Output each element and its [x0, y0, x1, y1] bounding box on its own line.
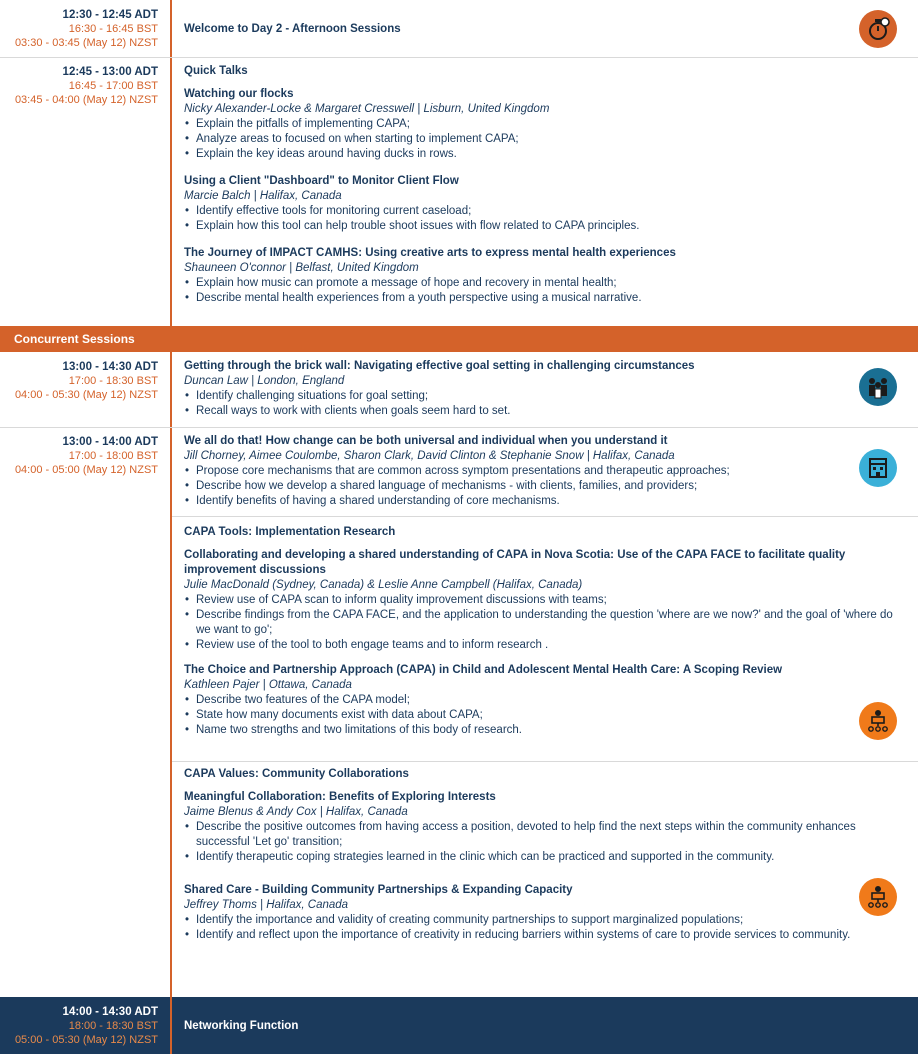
time-bst: 16:30 - 16:45 BST [68, 23, 158, 35]
objective-item: • Describe two features of the CAPA model; [196, 693, 904, 708]
time-nzst: 03:45 - 04:00 (May 12) NZST [14, 94, 158, 106]
objective-item: • Describe the positive outcomes from having access a position, devoted to help find the next steps within the community enhances successful 'Let go' transition; [196, 820, 904, 850]
talk-authors: Nicky Alexander-Locke & Margaret Cresswell | Lisburn, United Kingdom [184, 103, 550, 115]
time-nzst: 04:00 - 05:30 (May 12) NZST [14, 389, 158, 401]
stopwatch-icon [859, 10, 897, 48]
time-adt: 12:30 - 12:45 ADT [62, 9, 158, 21]
objective-item: • Identify benefits of having a shared understanding of core mechanisms. [196, 494, 904, 509]
talk-title: Meaningful Collaboration: Benefits of Exploring Interests [184, 791, 496, 803]
talk-authors: Duncan Law | London, England [184, 375, 345, 387]
session-row-brick-wall [0, 352, 918, 428]
timeline-divider [170, 997, 172, 1054]
objective-item: • Describe findings from the CAPA FACE, and the application to understanding the question 'where are we now?' and the goal of 'where do we want to go'; [196, 608, 904, 638]
session-time [0, 8, 158, 50]
objective-list [184, 276, 904, 306]
talk-title: We all do that! How change can be both universal and individual when you understand it [184, 435, 668, 447]
section-heading: CAPA Tools: Implementation Research [184, 526, 396, 538]
objective-item: • Describe how we develop a shared language of mechanisms - with clients, families, and providers; [196, 479, 904, 494]
time-nzst: 03:30 - 03:45 (May 12) NZST [14, 37, 158, 49]
objective-item: • Propose core mechanisms that are common across symptom presentations and therapeutic approaches; [196, 464, 904, 479]
objective-list [184, 913, 904, 943]
objective-item: • Explain how this tool can help trouble shoot issues with flow related to CAPA principles. [196, 219, 904, 234]
talk-authors: Julie MacDonald (Sydney, Canada) & Leslie Anne Campbell (Halifax, Canada) [184, 579, 583, 591]
talk-title: Watching our flocks [184, 88, 294, 100]
session-title: Welcome to Day 2 - Afternoon Sessions [184, 23, 401, 35]
time-bst: 16:45 - 17:00 BST [68, 80, 158, 92]
talk-authors: Jeffrey Thoms | Halifax, Canada [184, 899, 349, 911]
building-icon [859, 449, 897, 487]
objective-item: • State how many documents exist with data about CAPA; [196, 708, 904, 723]
objective-item: • Explain the key ideas around having ducks in rows. [196, 147, 904, 162]
talk-title: Collaborating and developing a shared understanding of CAPA in Nova Scotia: Use of the CAPA FACE to facilitate quality improvement discussions [184, 549, 846, 576]
time-bst: 17:00 - 18:00 BST [68, 450, 158, 462]
objective-item: • Analyze areas to focused on when starting to implement CAPA; [196, 132, 904, 147]
time-adt: 12:45 - 13:00 ADT [62, 66, 158, 78]
talk-title: The Journey of IMPACT CAMHS: Using creative arts to express mental health experiences [184, 247, 676, 259]
talk-authors: Marcie Balch | Halifax, Canada [184, 190, 342, 202]
session-row-welcome [0, 0, 918, 58]
talk-title: Getting through the brick wall: Navigating effective goal setting in challenging circumstances [184, 360, 695, 372]
network-icon [859, 878, 897, 916]
objective-list [184, 593, 904, 653]
objective-list [184, 389, 904, 419]
objective-item: • Describe mental health experiences from a youth perspective using a musical narrative. [196, 291, 904, 306]
objective-list [184, 820, 904, 865]
time-nzst: 04:00 - 05:00 (May 12) NZST [14, 464, 158, 476]
objective-item: • Identify the importance and validity of creating community partnerships to support marginalized populations; [196, 913, 904, 928]
talk-authors: Jill Chorney, Aimee Coulombe, Sharon Clark, David Clinton & Stephanie Snow | Halifax, Canada [184, 450, 675, 462]
objective-item: • Identify effective tools for monitoring current caseload; [196, 204, 904, 219]
session-time [0, 435, 158, 477]
group-people-icon [859, 368, 897, 406]
network-icon [859, 702, 897, 740]
objective-item: • Review use of the tool to both engage teams and to inform research . [196, 638, 904, 653]
time-adt: 14:00 - 14:30 ADT [62, 1006, 158, 1018]
sub-divider [172, 761, 918, 762]
objective-item: • Identify and reflect upon the importance of creativity in reducing barriers within systems of care to provide services to community. [196, 928, 904, 943]
objective-item: • Identify therapeutic coping strategies learned in the clinic which can be practiced and supported in the community. [196, 850, 904, 865]
objective-item: • Name two strengths and two limitations of this body of research. [196, 723, 904, 738]
concurrent-sessions-banner [0, 326, 918, 352]
talk-authors: Kathleen Pajer | Ottawa, Canada [184, 679, 352, 691]
talk-authors: Shauneen O'connor | Belfast, United Kingdom [184, 262, 419, 274]
objective-list [184, 117, 904, 162]
session-row-concurrent-block [0, 427, 918, 997]
talk-title: Using a Client "Dashboard" to Monitor Client Flow [184, 175, 459, 187]
session-time [0, 65, 158, 107]
talk-title: Shared Care - Building Community Partnerships & Expanding Capacity [184, 884, 573, 896]
objective-list [184, 204, 904, 234]
objective-item: • Identify challenging situations for goal setting; [196, 389, 904, 404]
time-adt: 13:00 - 14:00 ADT [62, 436, 158, 448]
time-adt: 13:00 - 14:30 ADT [62, 361, 158, 373]
objective-item: • Explain the pitfalls of implementing CAPA; [196, 117, 904, 132]
talk-authors: Jaime Blenus & Andy Cox | Halifax, Canada [184, 806, 408, 818]
objective-list [184, 464, 904, 509]
time-nzst: 05:00 - 05:30 (May 12) NZST [14, 1034, 158, 1046]
objective-item: • Review use of CAPA scan to inform quality improvement discussions with teams; [196, 593, 904, 608]
section-heading: CAPA Values: Community Collaborations [184, 768, 409, 780]
sub-divider [172, 516, 918, 517]
session-time [0, 1005, 158, 1047]
section-heading: Quick Talks [184, 65, 248, 77]
talk-title: The Choice and Partnership Approach (CAPA) in Child and Adolescent Mental Health Care: A Scoping Review [184, 664, 783, 676]
session-title: Networking Function [184, 1020, 299, 1032]
banner-label: Concurrent Sessions [14, 332, 135, 346]
time-bst: 17:00 - 18:30 BST [68, 375, 158, 387]
objective-item: • Recall ways to work with clients when goals seem hard to set. [196, 404, 904, 419]
session-row-networking [0, 997, 918, 1054]
objective-item: • Explain how music can promote a message of hope and recovery in mental health; [196, 276, 904, 291]
time-bst: 18:00 - 18:30 BST [68, 1020, 158, 1032]
objective-list [184, 693, 904, 738]
session-time [0, 360, 158, 402]
session-row-quick-talks [0, 57, 918, 327]
